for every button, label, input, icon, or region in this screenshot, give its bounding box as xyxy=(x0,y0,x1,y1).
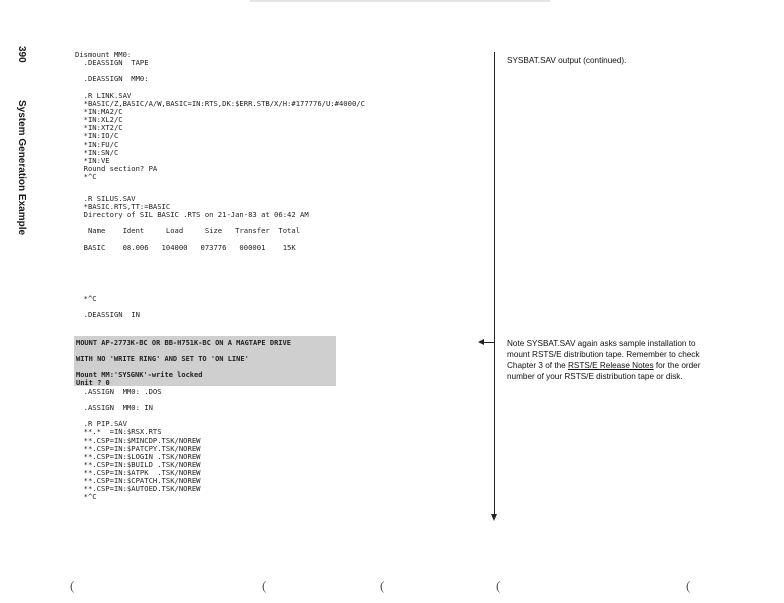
binding-mark: ( xyxy=(686,578,691,593)
note-text-2: for the order number of your RSTS/E distribution tape or disk. xyxy=(507,361,701,381)
scan-edge xyxy=(250,0,550,2)
mount-prompt-highlight xyxy=(74,336,336,386)
binding-mark: ( xyxy=(380,578,385,593)
section-title: System Generation Example xyxy=(16,100,27,236)
page-number: 390 xyxy=(16,46,27,63)
release-notes-reference: RSTS/E Release Notes xyxy=(568,361,654,370)
binding-mark: ( xyxy=(262,578,267,593)
annotation-note xyxy=(507,338,719,382)
left-arrow-icon xyxy=(478,339,484,345)
binding-mark: ( xyxy=(496,578,501,593)
annotation-divider-line xyxy=(494,52,495,518)
code-block-pip: .ASSIGN MM0: .DOS .ASSIGN MM0: IN .R PIP.SAV **.* =IN:$RSX.RTS **.CSP=IN:$MINCDP.TSK/NOREW **.CSP=IN:$PATCPY.TSK/NOREW **.CSP=IN:$LOGIN .TSK/NOREW **.CSP=IN:$BUILD .TSK/NOREW **.CSP=IN:$ATPK .TSK/NOREW **.CSP=IN:$CPATCH.TSK/NOREW **.CSP=IN:$AUTOED.TSK/NOREW *^C xyxy=(83,387,201,502)
annotation-header: SYSBAT.SAV output (continued). xyxy=(507,56,627,65)
note-text-1: Note SYSBAT.SAV again asks sample installation to mount RSTS/E distribution tape. Remember to check Chapter 3 of the xyxy=(507,339,700,370)
code-block-dismount: Dismount MM0: .DEASSIGN TAPE .DEASSIGN MM0: xyxy=(75,50,149,84)
code-block-link: .R LINK.SAV *BASIC/Z,BASIC/A/W,BASIC=IN:RTS,DK:$ERR.STB/X/H:#177776/U:#4000/C *IN:MA2/C *IN:XL2/C *IN:XT2/C *IN:IO/C *IN:FU/C *IN:SN/C *IN:VE Round section? PA *^C xyxy=(83,91,365,181)
down-arrow-icon xyxy=(491,514,497,521)
code-block-deassign: *^C .DEASSIGN IN xyxy=(83,294,140,320)
mount-prompt-text: MOUNT AP-2773K-BC OR BB-H751K-BC ON A MAGTAPE DRIVE WITH NO 'WRITE RING' AND SET TO 'ON LINE' Mount MM:'SYSGNK'-write locked Unit ? 0 xyxy=(76,339,291,388)
code-block-silus: .R SILUS.SAV *BASIC.RTS,TT:=BASIC Directory of SIL BASIC .RTS on 21-Jan-83 at 06:42 AM Name Ident Load Size Transfer Total BASIC 08.006 104000 073776 000001 15K xyxy=(83,194,309,252)
binding-mark: ( xyxy=(70,578,75,593)
